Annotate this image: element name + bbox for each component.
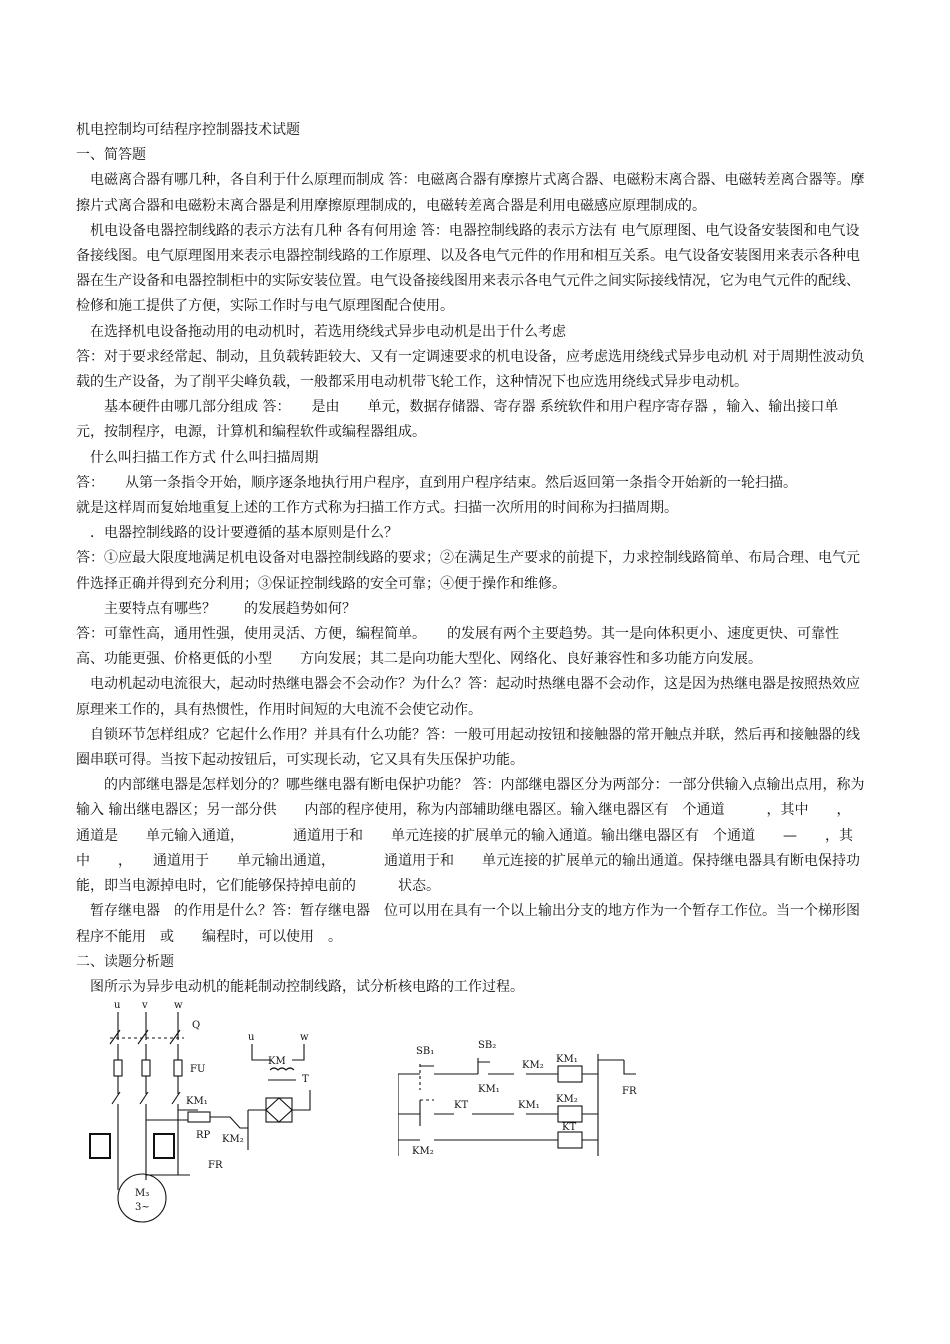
paragraph: 机电设备电器控制线路的表示方法有几种 各有何用途 答：电器控制线路的表示方法有 电气原理图、电气设备安装图和电气设备接线图。电气原理图用来表示电器控制线路的工作原理、以及各电气元件的作用和相互关系。电气设备安装图用来表示各种电器在生产设备和电器控制柜中的实际安装位置。电气设备接线图用来表示各电气元件之间实际接线情况，它为电气元件的配线、检修和施工提供了方便，实际工作时与电气原理图配合使用。 — [76, 222, 860, 315]
coil-km1-label: KM₁ — [556, 1054, 578, 1065]
coil-km1 — [558, 1066, 582, 1082]
paragraph: 的内部继电器是怎样划分的？哪些继电器有断电保护功能？ 答：内部继电器区分为两部分：一部分供输入点输出点用，称为输入 输出继电器区；另一部分供 内部的程序使用，称为内部辅助继电器区。输入继电器区有 个通道 ，其中 ， 通道是 单元输入通道， 通道用于和 单元连接的扩展单元的输入通道。输出继电器区有 个通道 — ，其中 ， 通道用于 单元输出通道， 通道用于和 单元连接的扩展单元的输出通道。保持继电器具有断电保持功能，即当电源掉电时，它们能够保持掉电前的 状态。 — [76, 777, 872, 895]
thermal-relay-fr-label: FR — [208, 1160, 223, 1171]
paragraph: 暂存继电器 的作用是什么？答：暂存继电器 位可以用在具有一个以上输出分支的地方作为一个暂存工作位。当一个梯形图程序不能用 或 编程时，可以使用 。 — [76, 903, 860, 945]
transformer-t-label: T — [302, 1074, 309, 1085]
coil-km2 — [558, 1106, 582, 1122]
paragraph: 在选择机电设备拖动用的电动机时，若选用绕线式异步电动机是出于什么考虑 — [90, 323, 566, 340]
control-circuit-diagram — [398, 1040, 698, 1170]
coil-kt-label: KT — [562, 1122, 577, 1133]
phase-u-label: u — [114, 1000, 121, 1011]
section-1-heading: 一、简答题 — [76, 147, 146, 164]
thermal-relay-left — [90, 1134, 110, 1158]
button-sb1-label: SB₁ — [416, 1046, 435, 1057]
relay-fr-label: FR — [622, 1086, 637, 1097]
contact-km2b-label: KM₂ — [412, 1146, 434, 1157]
paragraph: 答：可靠性高，通用性强，使用灵活、方便，编程简单。 的发展有两个主要趋势。其一是向体积更小、速度更快、可靠性高、功能更强、价格更低的小型 方向发展；其二是向功能大型化、网络化、良好兼容性和多功能方向发展。 — [76, 626, 839, 668]
phase-v-label: v — [142, 1000, 148, 1011]
contact-km2-label: KM₂ — [522, 1060, 544, 1071]
section-2-heading: 二、读题分析题 — [76, 953, 174, 970]
contactor-km1-label: KM₁ — [186, 1096, 208, 1107]
resistor-rp — [188, 1112, 210, 1122]
coil-km2-label: KM₂ — [556, 1094, 578, 1105]
transformer-w-label: w — [300, 1032, 309, 1043]
document-body — [76, 118, 872, 1000]
contactor-km2-label: KM₂ — [222, 1134, 244, 1145]
figures — [80, 1000, 880, 1230]
fuse-v — [142, 1060, 150, 1076]
question-text: 图所示为异步电动机的能耗制动控制线路，试分析核电路的工作过程。 — [90, 978, 524, 995]
button-sb2-label: SB₂ — [478, 1040, 497, 1051]
resistor-rp-label: RP — [196, 1130, 211, 1141]
phase-w-label: w — [174, 1000, 183, 1011]
switch-q-label: Q — [192, 1020, 201, 1031]
paragraph: 什么叫扫描工作方式 什么叫扫描周期 — [90, 449, 319, 466]
paragraph: 自锁环节怎样组成？它起什么作用？并具有什么功能？答：一般可用起动按钮和接触器的常开触点并联，然后再和接触器的线圈串联可得。当按下起动按钮后，可实现长动，它又具有失压保护功能。 — [76, 726, 860, 769]
paragraph: ．电器控制线路的设计要遵循的基本原则是什么？ — [90, 525, 398, 542]
contact-km1b-label: KM₁ — [518, 1100, 540, 1111]
transformer-km-label: KM — [268, 1056, 286, 1067]
contact-km1-label: KM₁ — [478, 1084, 500, 1095]
paragraph: 答：对于要求经常起、制动，且负载转距较大、又有一定调速要求的机电设备，应考虑选用绕线式异步电动机 对于周期性波动负载的生产设备，为了削平尖峰负载，一般都采用电动机带飞轮工作，这种情况下也应选用绕线式异步电动机。 — [76, 348, 865, 391]
fuse-w — [174, 1060, 182, 1076]
motor-label: M₃ — [135, 1188, 150, 1199]
paragraph: 答：①应最大限度地满足机电设备对电器控制线路的要求；②在满足生产要求的前提下，力求控制线路简单、布局合理、电气元件选择正确并得到充分利用；③保证控制线路的安全可靠；④便于操作和维修。 — [76, 550, 860, 592]
paragraph: 电磁离合器有哪几种，各自利于什么原理而制成 答：电磁离合器有摩擦片式离合器、电磁粉末离合器、电磁转差离合器等。摩擦片式离合器和电磁粉末离合器是利用摩擦原理制成的，电磁转差离合器是利用电磁感应原理制成的。 — [76, 172, 865, 214]
document-title: 机电控制均可结程序控制器技术试题 — [76, 122, 300, 138]
paragraph: 答： 从第一条指令开始，顺序逐条地执行用户程序，直到用户程序结束。然后返回第一条指令开始新的一轮扫描。 — [76, 474, 797, 491]
timer-kt-contact-label: KT — [454, 1100, 469, 1111]
thermal-relay-right — [154, 1134, 174, 1158]
paragraph: 主要特点有哪些？ 的发展趋势如何？ — [104, 600, 356, 617]
paragraph: 就是这样周而复始地重复上述的工作方式称为扫描工作方式。扫描一次所用的时间称为扫描周期。 — [76, 500, 678, 517]
rectifier-bridge — [266, 1098, 292, 1122]
coil-kt — [558, 1132, 582, 1148]
fuse-fu-label: FU — [190, 1064, 206, 1075]
main-circuit-diagram — [80, 1000, 390, 1225]
fuse-u — [114, 1060, 122, 1076]
transformer-u-label: u — [248, 1032, 255, 1043]
paragraph: 基本硬件由哪几部分组成 答： 是由 单元，数据存储器、寄存器 系统软件和用户程序寄存器 ，输入、输出接口单元，按制程序，电源，计算机和编程软件或编程器组成。 — [76, 399, 839, 441]
motor-sub-label: 3~ — [135, 1202, 150, 1213]
paragraph: 电动机起动电流很大，起动时热继电器会不会动作？为什么？答：起动时热继电器不会动作，这是因为热继电器是按照热效应原理来工作的，具有热惯性，作用时间短的大电流不会使它动作。 — [76, 676, 860, 718]
